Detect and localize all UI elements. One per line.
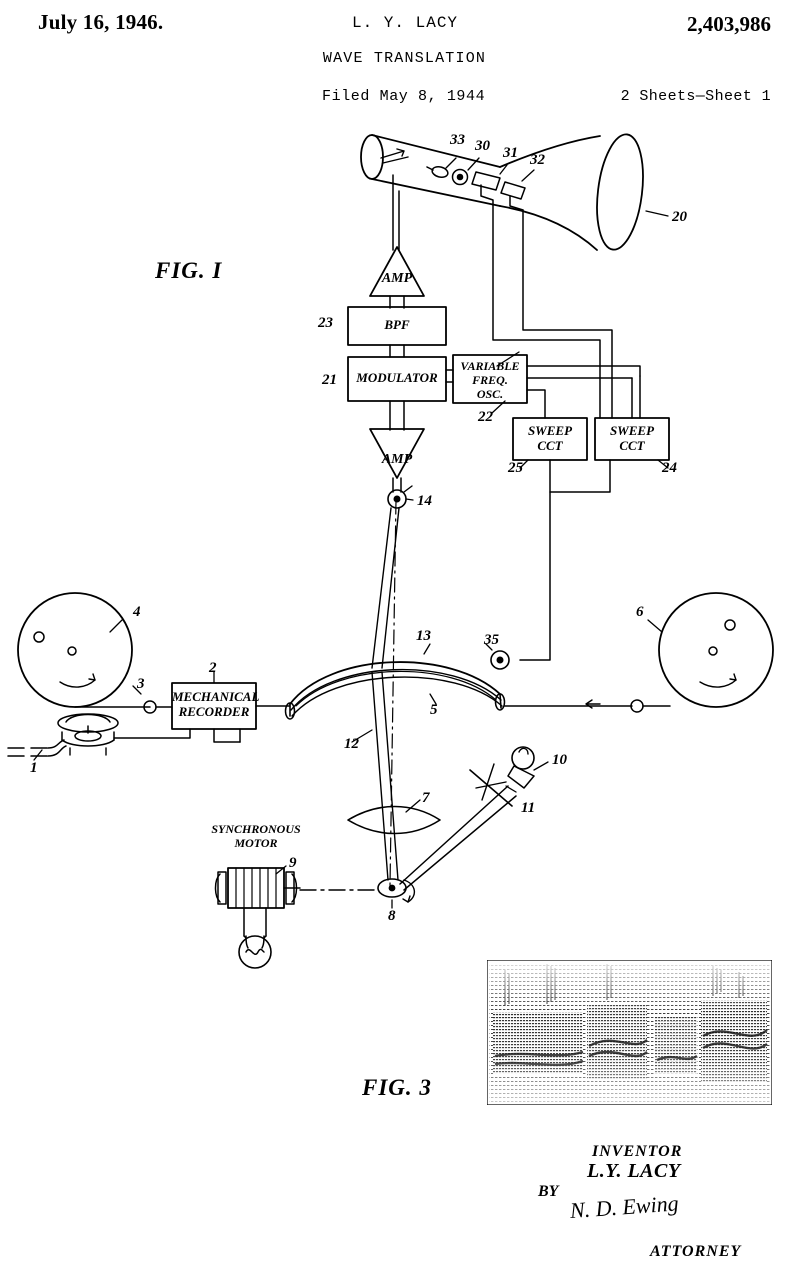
ref-8: 8 (388, 908, 396, 924)
vfo-line-1: VARIABLE (460, 359, 520, 373)
attorney-label: ATTORNEY (650, 1243, 742, 1260)
ref-12: 12 (344, 736, 359, 752)
patent-number: 2,403,986 (687, 12, 771, 36)
svg-text:AMP: AMP (381, 452, 413, 467)
ref-9: 9 (289, 855, 297, 871)
ref-25: 25 (508, 460, 523, 476)
ref-4: 4 (133, 604, 141, 620)
ref-30: 30 (475, 138, 490, 154)
ref-20: 20 (672, 209, 687, 225)
ref-1: 1 (30, 760, 38, 776)
sweep-cct-right-label (595, 424, 669, 453)
mech-recorder-line-1: MECHANICAL (172, 689, 260, 704)
ref-33: 33 (450, 132, 465, 148)
figure-1-label: FIG. I (155, 258, 223, 283)
figure-3-spectrogram (487, 960, 772, 1105)
patent-sheet-count: 2 Sheets—Sheet 1 (620, 88, 771, 105)
ref-23: 23 (318, 315, 333, 331)
sweep-right-line-1: SWEEP (609, 423, 655, 438)
bpf-box-label: BPF (384, 317, 410, 332)
ref-22: 22 (478, 409, 493, 425)
inventor-label: INVENTOR (592, 1143, 683, 1160)
ref-24: 24 (662, 460, 677, 476)
ref-31: 31 (503, 145, 518, 161)
vfo-line-3: OSC. (476, 386, 504, 401)
by-label: BY (538, 1183, 559, 1200)
ref-11: 11 (521, 800, 536, 816)
figure-3-label: FIG. 3 (362, 1075, 432, 1100)
sync-motor-line-1: SYNCHRONOUS (211, 822, 301, 836)
sync-motor-line-2: MOTOR (234, 835, 278, 850)
mechanical-recorder-label (172, 689, 260, 719)
ref-35: 35 (484, 632, 499, 648)
svg-text:AMP: AMP (381, 271, 413, 286)
ref-10: 10 (552, 752, 567, 768)
attorney-signature: N. D. Ewing (569, 1190, 680, 1223)
mech-recorder-line-2: RECORDER (178, 703, 250, 719)
sweep-left-line-2: CCT (537, 437, 563, 453)
ref-14: 14 (417, 493, 432, 509)
ref-2: 2 (209, 660, 217, 676)
ref-7: 7 (422, 790, 430, 806)
ref-3: 3 (137, 676, 145, 692)
ref-5: 5 (430, 702, 438, 718)
ref-32: 32 (530, 152, 545, 168)
ref-13: 13 (416, 628, 431, 644)
patent-inventor-header: L. Y. LACY (352, 14, 459, 32)
modulator-box-label: MODULATOR (356, 370, 438, 385)
sweep-cct-left-label (513, 424, 587, 453)
inventor-name: L.Y. LACY (587, 1160, 681, 1182)
patent-title: WAVE TRANSLATION (322, 50, 487, 67)
ref-21: 21 (322, 372, 337, 388)
sweep-right-line-2: CCT (619, 437, 645, 453)
synchronous-motor-label (196, 823, 316, 851)
patent-filing-date: Filed May 8, 1944 (322, 88, 486, 105)
variable-freq-osc-box-label (453, 360, 527, 401)
ref-6: 6 (636, 604, 644, 620)
patent-date: July 16, 1946. (38, 10, 164, 34)
vfo-line-2: FREQ. (472, 372, 508, 387)
sweep-left-line-1: SWEEP (527, 423, 573, 438)
